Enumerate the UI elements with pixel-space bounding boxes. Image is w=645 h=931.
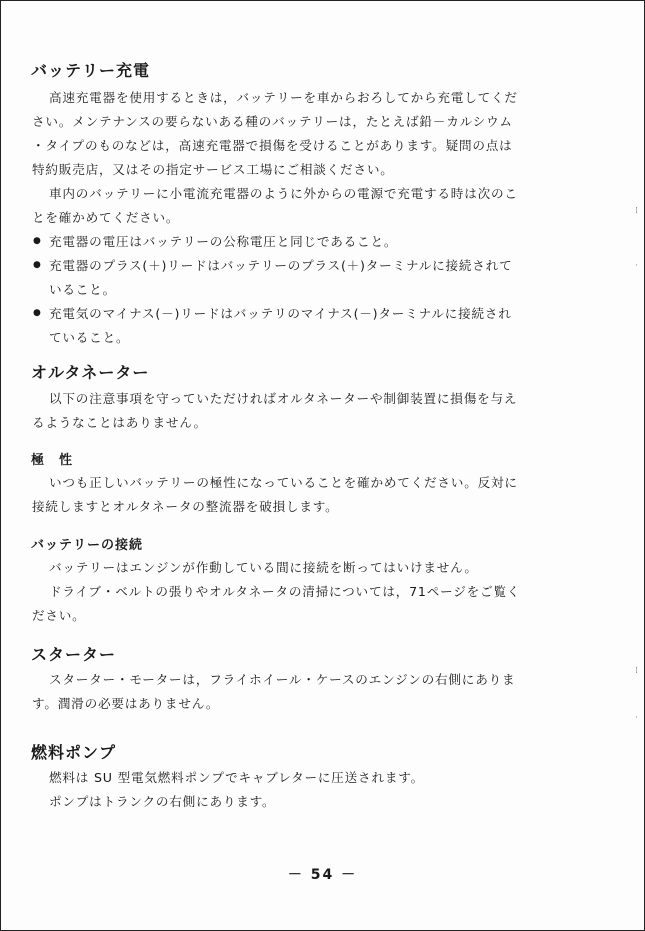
heading-alternator: オルタネーター [31, 363, 150, 382]
bullet-icon: ● [33, 236, 41, 246]
heading-starter: スターター [31, 645, 117, 664]
paragraph-line: 以下の注意事項を守っていただければオルタネーターや制御装置に損傷を与え [49, 391, 518, 406]
paragraph-line: るようなことはありません。 [32, 415, 207, 430]
bullet-item-continuation: ていること。 [49, 330, 130, 345]
paragraph-line: 特約販売店，又はその指定サービス工場にご相談ください。 [32, 162, 394, 177]
paragraph-line: ポンプはトランクの右側にあります。 [49, 794, 276, 809]
scan-mark-icon: · [635, 261, 638, 271]
paragraph-line: バッテリーはエンジンが作動している間に接続を断ってはいけません。 [49, 560, 478, 575]
paragraph-line: 接続しますとオルタネータの整流器を破損します。 [32, 499, 339, 514]
heading-fuel-pump: 燃料ポンプ [31, 743, 117, 762]
paragraph-line: 燃料は SU 型電気燃料ポンプでキャブレターに圧送されます。 [49, 770, 425, 785]
bullet-item: 充電器のプラス(＋)リードはバッテリーのプラス(＋)ターミナルに接続されて [49, 258, 513, 273]
bullet-icon: ● [33, 260, 41, 270]
paragraph-line: ださい。 [32, 608, 86, 623]
bullet-icon: ● [33, 308, 41, 318]
paragraph-line: ドライブ・ベルトの張りやオルタネータの清掃については，71ページをご覧く [49, 584, 521, 599]
bullet-item-continuation: いること。 [49, 282, 116, 297]
heading-battery-connection: バッテリーの接続 [31, 538, 144, 553]
page-number: － 54 － [287, 867, 358, 883]
bullet-item: 充電器の電圧はバッテリーの公称電圧と同じであること。 [49, 234, 398, 249]
paragraph-line: とを確かめてください。 [32, 210, 180, 225]
paragraph-line: 高速充電器を使用するときは，バッテリーを車からおろしてから充電してくだ [49, 90, 518, 105]
paragraph-line: 車内のバッテリーに小電流充電器のように外からの電源で充電する時は次のこ [49, 186, 518, 201]
scan-mark-icon: ⁞ [635, 206, 638, 216]
paragraph-line: いつも正しいバッテリーの極性になっていることを確かめてください。反対に [49, 475, 518, 490]
heading-polarity: 極 性 [31, 453, 74, 468]
heading-battery-charge: バッテリー充電 [31, 61, 151, 80]
paragraph-line: さい。メンテナンスの要らないある種のバッテリーは，たとえば鉛－カルシウム [32, 114, 513, 129]
scan-mark-icon: · [635, 713, 638, 723]
scan-mark-icon: ⁞ [635, 666, 638, 676]
paragraph-line: ・タイプのものなどは，高速充電器で損傷を受けることがあります。疑問の点は [32, 138, 513, 153]
paragraph-line: す。潤滑の必要はありません。 [32, 696, 220, 711]
paragraph-line: スターター・モーターは，フライホイール・ケースのエンジンの右側にありま [49, 672, 516, 687]
bullet-item: 充電気のマイナス(－)リードはバッテリのマイナス(－)ターミナルに接続され [49, 306, 512, 321]
